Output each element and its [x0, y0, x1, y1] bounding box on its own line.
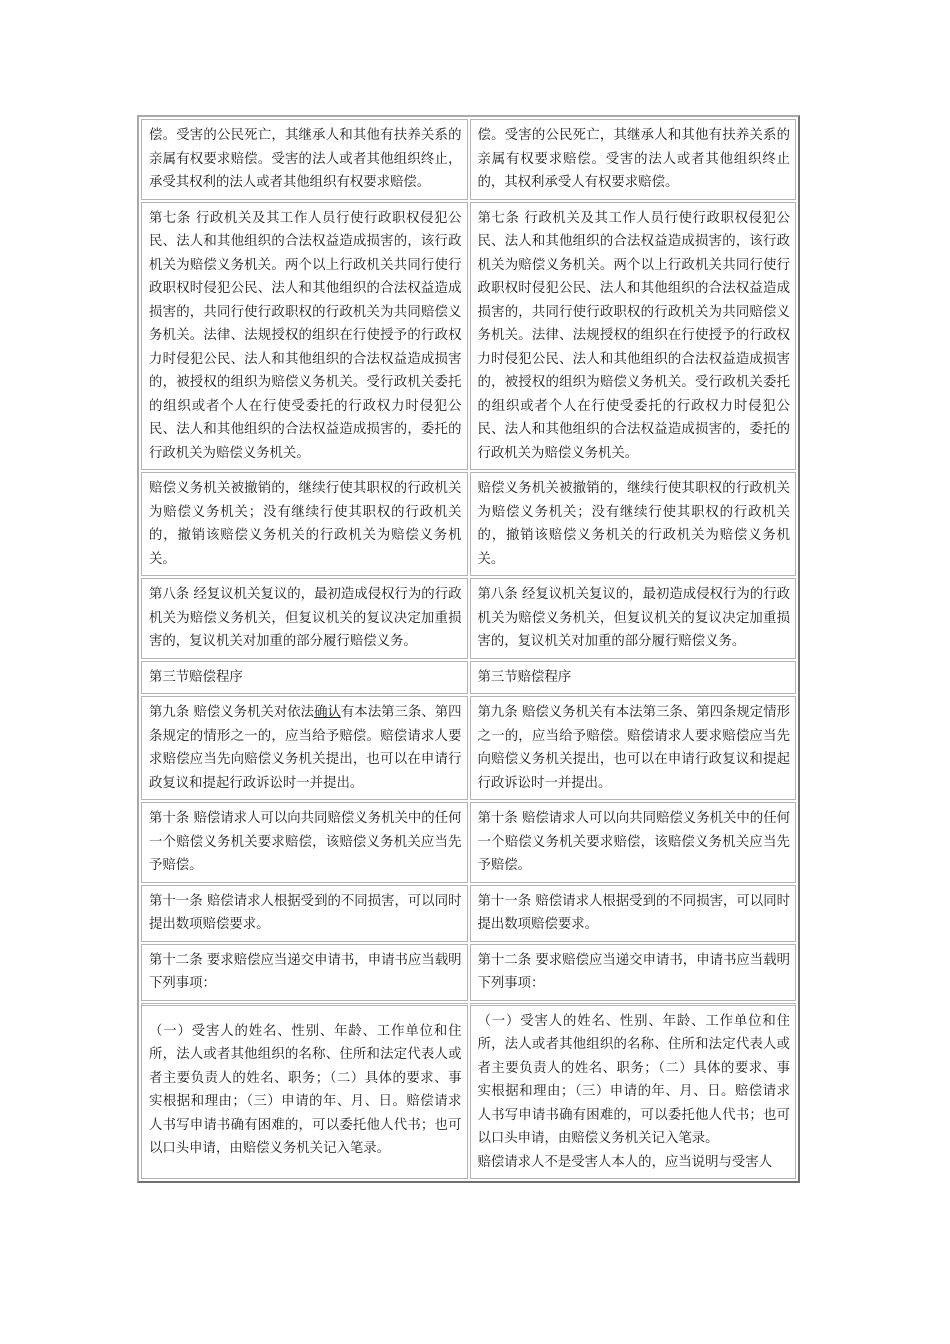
old-text-cell: （一）受害人的姓名、性别、年龄、工作单位和住所，法人或者其他组织的名称、住所和法定代表人或者主要负责人的姓名、职务；（二）具体的要求、事实根据和理由；（三）申请的年、月、日。赔偿请求人书写申请书确有困难的，可以委托他人代书；也可以口头申请，由赔偿义务机关记入笔录。 [141, 1003, 468, 1180]
cell-text: 有本法第三条、第四条规定的情形之一的，应当给予赔偿。赔偿请求人要求赔偿应当先向赔偿义务机关提出，也可以在申请行政复议和提起行政诉讼时一并提出。 [149, 705, 462, 791]
cell-text-continued: 赔偿请求人不是受害人本人的，应当说明与受害人 [477, 1154, 773, 1170]
law-comparison-table [137, 115, 800, 1183]
table-row [141, 1003, 796, 1180]
table-row [141, 119, 796, 200]
section-heading-old: 第三节赔偿程序 [141, 661, 468, 695]
underlined-term: 确认 [314, 705, 341, 720]
old-text-cell: 第十二条 要求赔偿应当递交申请书，申请书应当载明下列事项： [141, 944, 468, 1001]
section-heading-new: 第三节赔偿程序 [470, 661, 797, 695]
cell-text: 第九条 赔偿义务机关对依法 [149, 705, 315, 720]
old-text-cell: 第七条 行政机关及其工作人员行使行政职权侵犯公民、法人和其他组织的合法权益造成损害的，该行政机关为赔偿义务机关。两个以上行政机关共同行使行政职权时侵犯公民、法人和其他组织的合法权益造成损害的，共同行使行政职权的行政机关为共同赔偿义务机关。法律、法规授权的组织在行使授予的行政权力时侵犯公民、法人和其他组织的合法权益造成损害的，被授权的组织为赔偿义务机关。受行政机关委托的组织或者个人在行使受委托的行政权力时侵犯公民、法人和其他组织的合法权益造成损害的，委托的行政机关为赔偿义务机关。 [141, 202, 468, 471]
table-row [141, 661, 796, 695]
new-text-cell: 第八条 经复议机关复议的，最初造成侵权行为的行政机关为赔偿义务机关，但复议机关的复议决定加重损害的，复议机关对加重的部分履行赔偿义务。 [470, 578, 797, 659]
table-row [141, 202, 796, 471]
table-row [141, 802, 796, 883]
new-text-cell: 赔偿义务机关被撤销的，继续行使其职权的行政机关为赔偿义务机关；没有继续行使其职权的行政机关的，撤销该赔偿义务机关的行政机关为赔偿义务机关。 [470, 472, 797, 576]
old-text-cell: 赔偿义务机关被撤销的，继续行使其职权的行政机关为赔偿义务机关；没有继续行使其职权的行政机关的，撤销该赔偿义务机关的行政机关为赔偿义务机关。 [141, 472, 468, 576]
new-text-cell: 偿。受害的公民死亡，其继承人和其他有扶养关系的亲属有权要求赔偿。受害的法人或者其他组织终止的，其权利承受人有权要求赔偿。 [470, 119, 797, 200]
old-text-cell: 第八条 经复议机关复议的，最初造成侵权行为的行政机关为赔偿义务机关，但复议机关的复议决定加重损害的，复议机关对加重的部分履行赔偿义务。 [141, 578, 468, 659]
table-row [141, 472, 796, 576]
old-text-cell: 第十一条 赔偿请求人根据受到的不同损害，可以同时提出数项赔偿要求。 [141, 885, 468, 942]
cell-text: （一）受害人的姓名、性别、年龄、工作单位和住所，法人或者其他组织的名称、住所和法定代表人或者主要负责人的姓名、职务；（二）具体的要求、事实根据和理由；（三）申请的年、月、日。赔偿请求人书写申请书确有困难的，可以委托他人代书；也可以口头申请，由赔偿义务机关记入笔录。 [477, 1013, 790, 1146]
old-text-cell: 第十条 赔偿请求人可以向共同赔偿义务机关中的任何一个赔偿义务机关要求赔偿，该赔偿义务机关应当先予赔偿。 [141, 802, 468, 883]
table-row [141, 578, 796, 659]
new-text-cell: 第十二条 要求赔偿应当递交申请书，申请书应当载明下列事项： [470, 944, 797, 1001]
new-text-cell: 第七条 行政机关及其工作人员行使行政职权侵犯公民、法人和其他组织的合法权益造成损害的，该行政机关为赔偿义务机关。两个以上行政机关共同行使行政职权时侵犯公民、法人和其他组织的合法权益造成损害的，共同行使行政职权的行政机关为共同赔偿义务机关。法律、法规授权的组织在行使授予的行政权力时侵犯公民、法人和其他组织的合法权益造成损害的，被授权的组织为赔偿义务机关。受行政机关委托的组织或者个人在行使受委托的行政权力时侵犯公民、法人和其他组织的合法权益造成损害的，委托的行政机关为赔偿义务机关。 [470, 202, 797, 471]
new-text-cell: 第十条 赔偿请求人可以向共同赔偿义务机关中的任何一个赔偿义务机关要求赔偿，该赔偿义务机关应当先予赔偿。 [470, 802, 797, 883]
table-row [141, 885, 796, 942]
new-text-cell: 第十一条 赔偿请求人根据受到的不同损害，可以同时提出数项赔偿要求。 [470, 885, 797, 942]
old-text-cell: 偿。受害的公民死亡，其继承人和其他有扶养关系的亲属有权要求赔偿。受害的法人或者其他组织终止，承受其权利的法人或者其他组织有权要求赔偿。 [141, 119, 468, 200]
table-row [141, 944, 796, 1001]
new-text-cell [470, 1003, 797, 1180]
new-text-cell: 第九条 赔偿义务机关有本法第三条、第四条规定情形之一的，应当给予赔偿。赔偿请求人要求赔偿应当先向赔偿义务机关提出，也可以在申请行政复议和提起行政诉讼时一并提出。 [470, 696, 797, 800]
old-text-cell [141, 696, 468, 800]
table-row [141, 696, 796, 800]
